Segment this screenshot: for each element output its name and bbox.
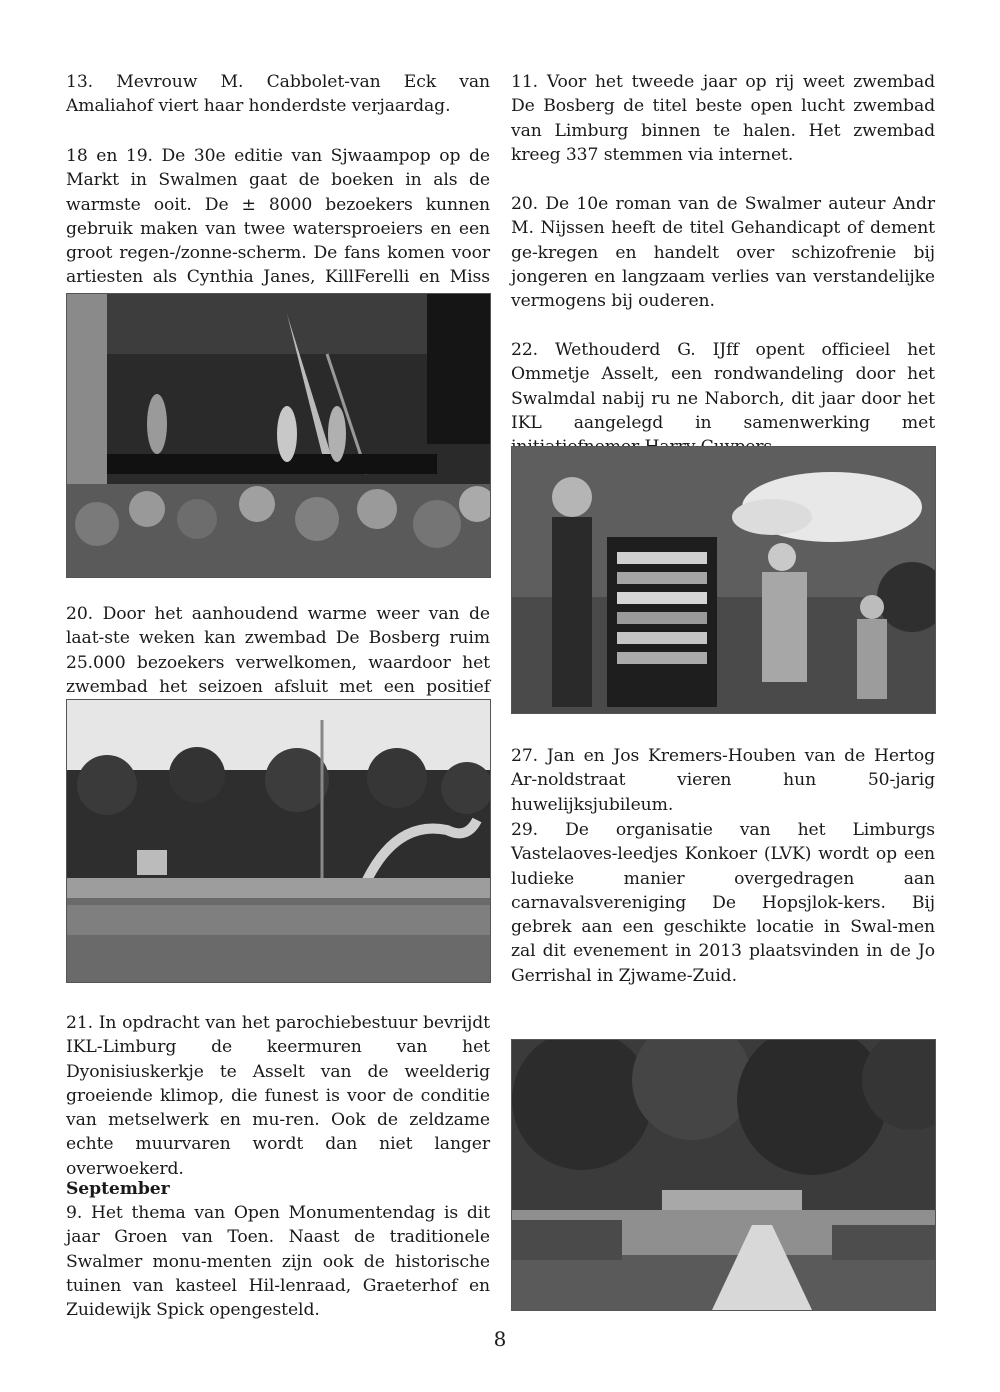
item-20-novel-text: 20. De 10e roman van de Swalmer auteur Andr M. Nijssen heeft de titel Gehandicapt of dement ge-kregen en handelt over schizofrenie bij jongeren en langzaam verlies van verstandelijke vermogens bij ouderen. (511, 194, 935, 312)
september-heading: September (66, 1179, 170, 1199)
page-number: 8 (493, 1327, 507, 1351)
item-11-text: 11. Voor het tweede jaar op rij weet zwembad De Bosberg de titel beste open lucht zwembad van Limburg binnen te halen. Het zwembad kreeg 337 stemmen via internet. (511, 72, 935, 165)
item-22-text: 22. Wethouderd G. IJff opent officieel het Ommetje Asselt, een rondwandeling door het Swalmdal nabij ru ne Naborch, dit jaar door het IKL aangelegd in samenwerking met (511, 340, 935, 433)
item-9-text: 9. Het thema van Open Monumentendag is dit jaar Groen van Toen. Naast de traditionele Swalmer monu-menten zijn ook de historische tuinen van kasteel Hil-lenraad, Graeterhof en Zuidewijk Spick opengesteld. (66, 1203, 490, 1321)
swimming-pool-photo (66, 699, 491, 983)
item-29-text: 29. De organisatie van het Limburgs Vastelaoves-leedjes Konkoer (LVK) wordt op een ludieke manier overgedragen aan carnavalsvereniging De Hopsjlok-kers. Bij gebrek aan een geschikte locatie in Swal-men zal dit evenement in 2013 plaatsvinden in de Jo Gerrishal in Zjwame-Zuid. (511, 820, 935, 986)
ommetje-opening-photo (511, 446, 936, 714)
concert-photo (66, 293, 491, 578)
item-21-text: 21. In opdracht van het parochiebestuur bevrijdt IKL-Limburg de keermuren van het Dyonisiuskerkje te Asselt van de weelderig groeiende klimop, die funest is voor de conditie van metselwerk en mu-ren. Ook de zeldzame echte muurvaren wordt dan niet langer overwoekerd. (66, 1013, 490, 1179)
historic-garden-photo (511, 1039, 936, 1311)
item-20-pool-text: 20. Door het aanhoudend warme weer van de laat-ste weken kan zwembad De Bosberg ruim 25.000 bezoekers verwelkomen, waardoor het zwembad het seizoen afsluit met een positief (66, 604, 490, 697)
item-18-19-text: 18 en 19. De 30e editie van Sjwaampop op de Markt in Swalmen gaat de boeken in als de warmste ooit. De ± 8000 bezoekers kunnen gebruik maken van twee watersproeiers en een groot regen-/zonne-scherm. De fans komen voor artiesten als Cynthia Janes, KillFerelli en Miss (66, 146, 490, 288)
item-13-text: 13. Mevrouw M. Cabbolet-van Eck van Amaliahof viert haar honderdste verjaardag. (66, 72, 490, 117)
item-27-text: 27. Jan en Jos Kremers-Houben van de Hertog Ar-noldstraat vieren hun 50-jarig huwelijksjubileum. (511, 746, 935, 815)
